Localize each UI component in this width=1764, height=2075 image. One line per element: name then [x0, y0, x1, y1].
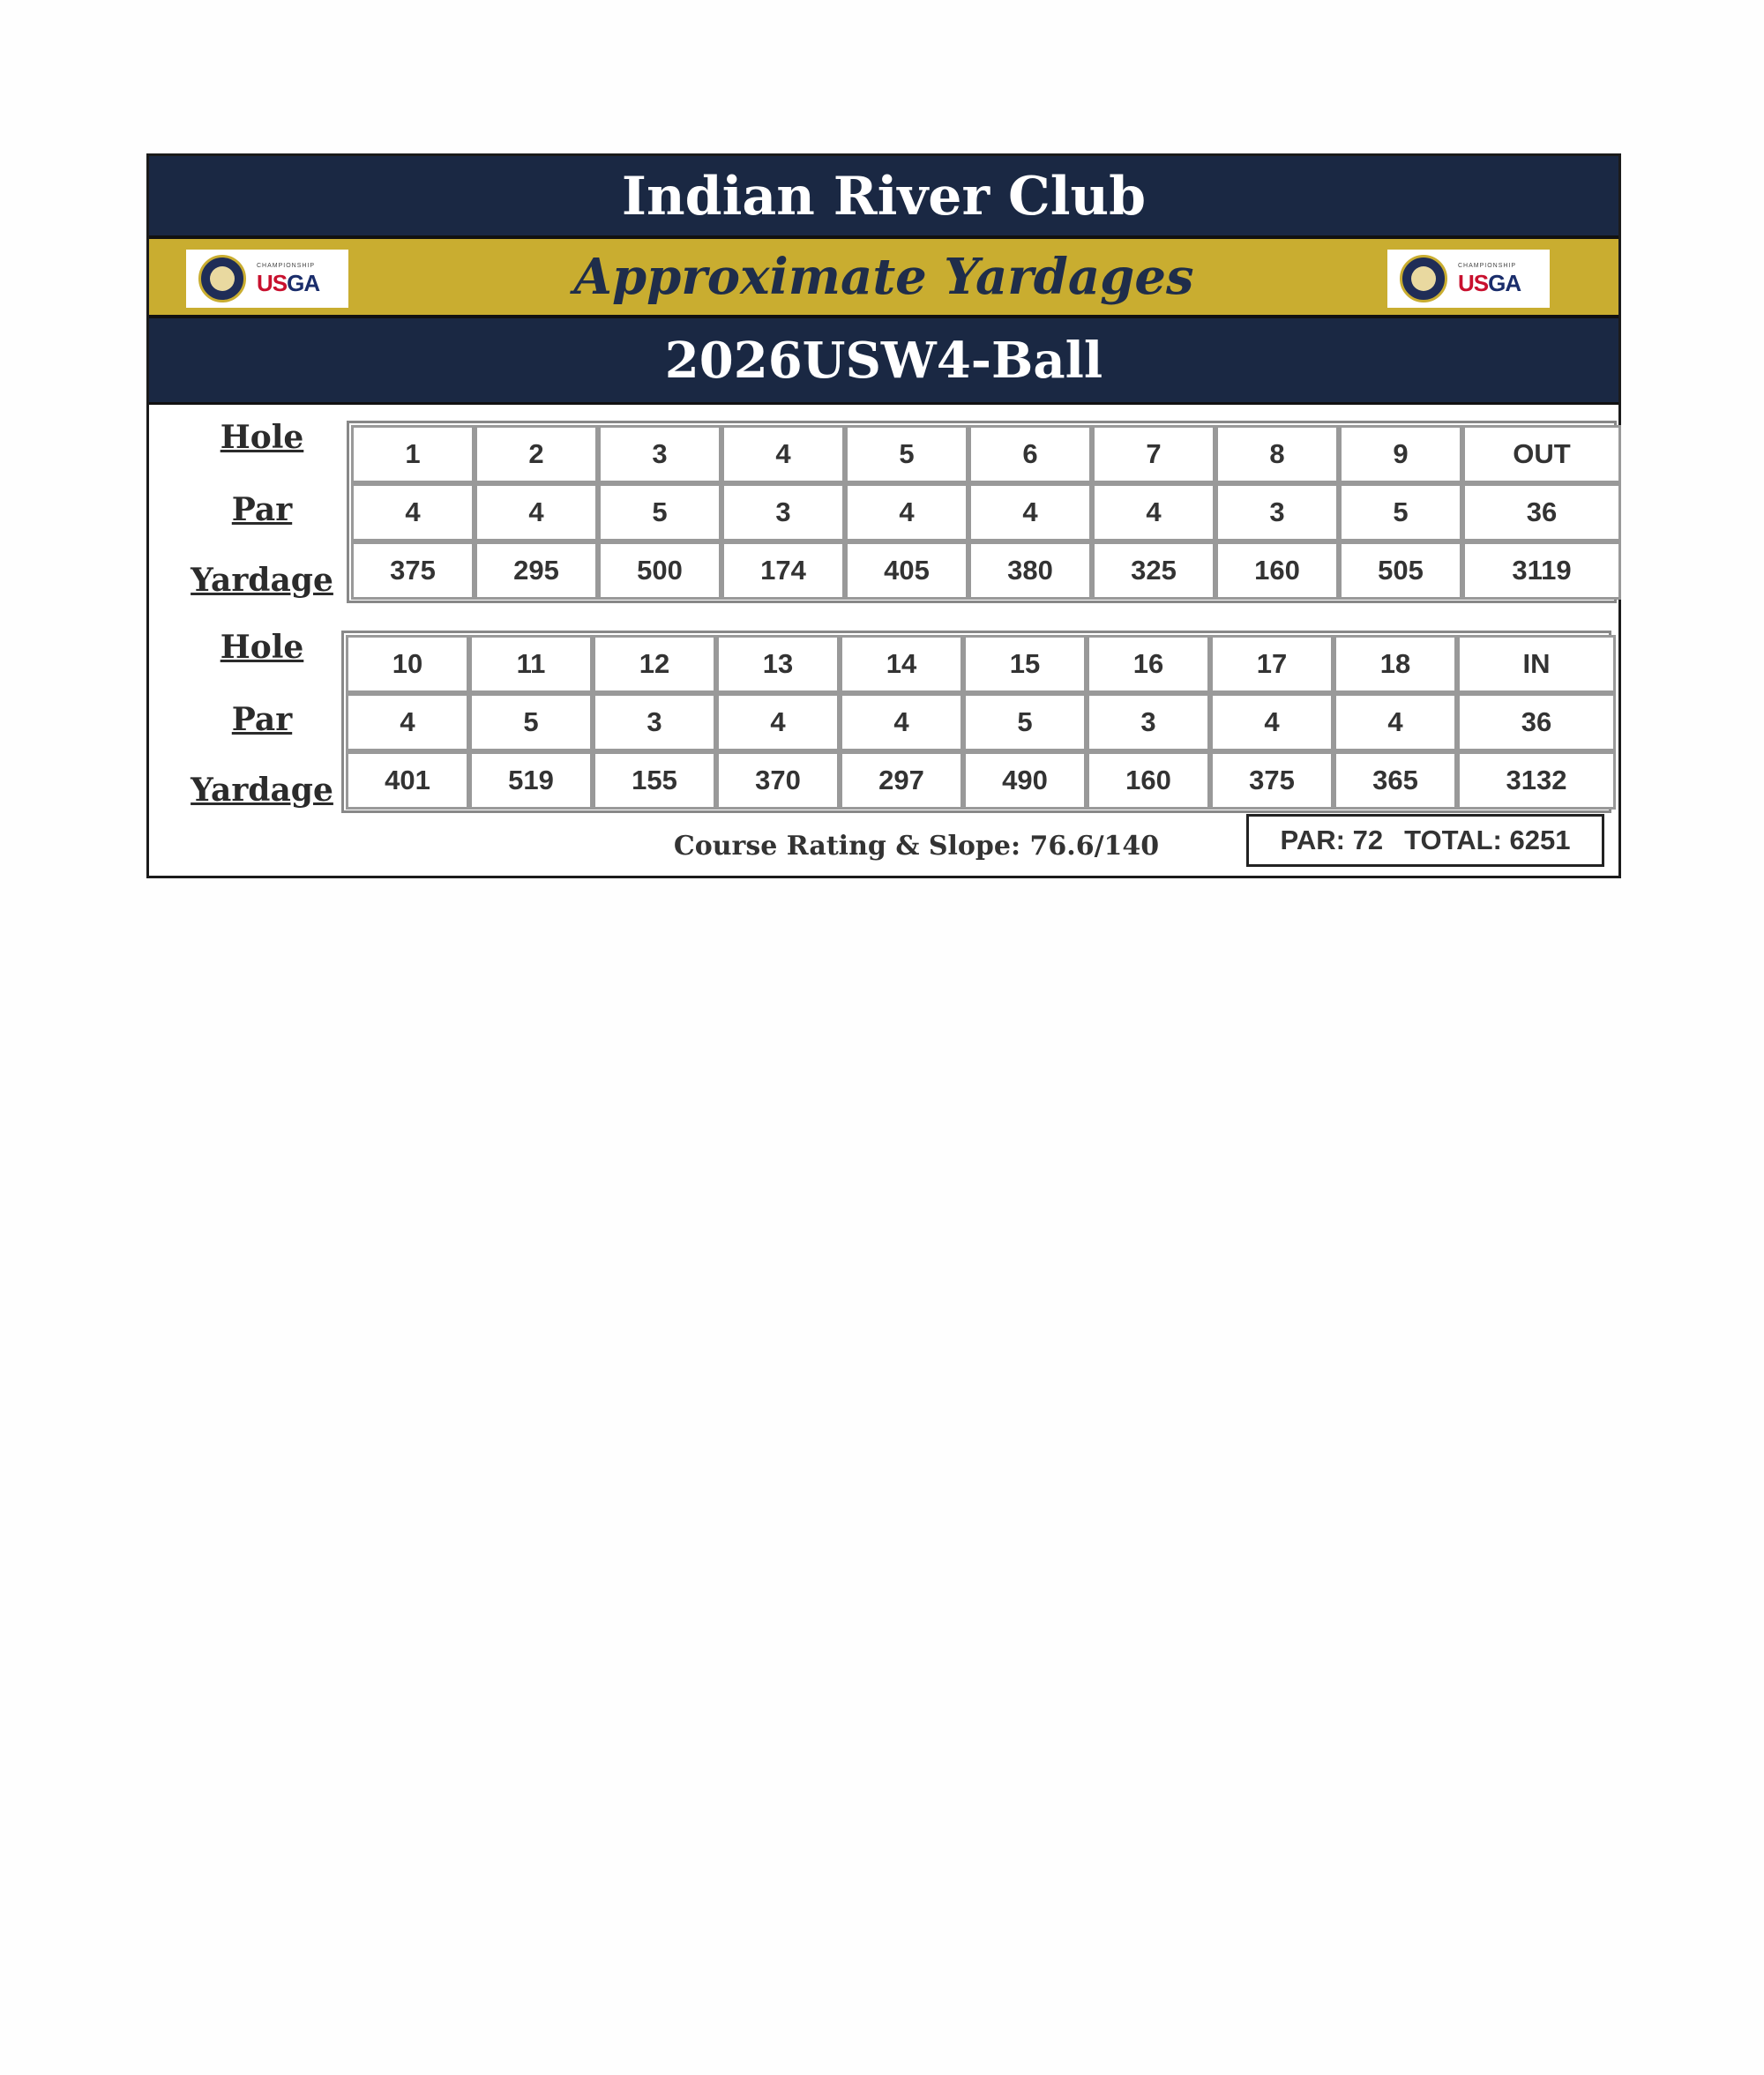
hole-cell: 13: [716, 635, 840, 693]
hole-cell: 17: [1210, 635, 1334, 693]
par-cell: 4: [475, 483, 598, 541]
par-cell: 5: [1339, 483, 1462, 541]
yardage-label: Yardage: [191, 562, 333, 599]
par-cell: 5: [598, 483, 721, 541]
yardage-cell: 160: [1215, 541, 1339, 600]
yardage-cell: 295: [475, 541, 598, 600]
hole-label: Hole: [220, 419, 304, 456]
logo-small-text: CHAMPIONSHIP: [1458, 263, 1517, 269]
par-cell: 4: [968, 483, 1092, 541]
yardage-cell: 505: [1339, 541, 1462, 600]
seal-icon: [1400, 255, 1447, 302]
par-label: Par: [231, 491, 293, 528]
yardage-cell: 380: [968, 541, 1092, 600]
usga-logo-right: CHAMPIONSHIP USGA: [1387, 250, 1550, 308]
yardage-cell: 365: [1334, 751, 1457, 810]
yardage-cell: 3119: [1462, 541, 1621, 600]
hole-cell: 6: [968, 425, 1092, 483]
totals-box: [1246, 814, 1604, 867]
hole-cell: 5: [845, 425, 968, 483]
par-total: PAR: 72: [1280, 825, 1384, 855]
yardage-cell: 155: [593, 751, 716, 810]
club-name: Indian River Club: [149, 156, 1618, 239]
hole-cell: 1: [351, 425, 475, 483]
hole-cell: 11: [469, 635, 593, 693]
par-cell: 4: [346, 693, 469, 751]
yardage-cell: 297: [840, 751, 963, 810]
hole-cell: 12: [593, 635, 716, 693]
hole-cell: 10: [346, 635, 469, 693]
par-cell: 4: [1210, 693, 1334, 751]
subtitle-band: [149, 239, 1618, 318]
yardage-cell: 405: [845, 541, 968, 600]
par-cell: 3: [1087, 693, 1210, 751]
yardage-total: TOTAL: 6251: [1404, 825, 1571, 855]
usga-logo-left: CHAMPIONSHIP USGA: [186, 250, 348, 308]
par-cell: 4: [1092, 483, 1215, 541]
par-cell: 4: [845, 483, 968, 541]
hole-cell: 16: [1087, 635, 1210, 693]
par-cell: 4: [1334, 693, 1457, 751]
par-cell: 3: [593, 693, 716, 751]
par-label: Par: [231, 701, 293, 738]
hole-cell: IN: [1457, 635, 1616, 693]
hole-cell: 7: [1092, 425, 1215, 483]
hole-cell: 18: [1334, 635, 1457, 693]
par-cell: 36: [1457, 693, 1616, 751]
back-nine-grid: [341, 631, 1611, 813]
yardage-cell: 519: [469, 751, 593, 810]
par-cell: 5: [963, 693, 1087, 751]
hole-label: Hole: [220, 629, 304, 666]
yardage-cell: 401: [346, 751, 469, 810]
hole-cell: 8: [1215, 425, 1339, 483]
yardage-cell: 375: [1210, 751, 1334, 810]
hole-cell: 2: [475, 425, 598, 483]
front-nine-grid: [347, 421, 1617, 603]
par-cell: 4: [840, 693, 963, 751]
yardage-cell: 490: [963, 751, 1087, 810]
subtitle: Approximate Yardages: [573, 248, 1194, 306]
yardage-label: Yardage: [191, 772, 333, 809]
yardage-cell: 160: [1087, 751, 1210, 810]
par-cell: 4: [351, 483, 475, 541]
hole-cell: 3: [598, 425, 721, 483]
par-cell: 3: [1215, 483, 1339, 541]
par-cell: 5: [469, 693, 593, 751]
hole-cell: 9: [1339, 425, 1462, 483]
hole-cell: 4: [721, 425, 845, 483]
hole-cell: 15: [963, 635, 1087, 693]
par-cell: 4: [716, 693, 840, 751]
yardage-cell: 500: [598, 541, 721, 600]
course-rating: Course Rating & Slope: 76.6/140: [673, 831, 1160, 862]
logo-small-text: CHAMPIONSHIP: [257, 263, 316, 269]
par-cell: 36: [1462, 483, 1621, 541]
scorecard: [146, 153, 1621, 878]
yardage-cell: 174: [721, 541, 845, 600]
hole-cell: OUT: [1462, 425, 1621, 483]
yardage-cell: 325: [1092, 541, 1215, 600]
par-cell: 3: [721, 483, 845, 541]
event-name: 2026USW4-Ball: [149, 318, 1618, 405]
yardage-cell: 3132: [1457, 751, 1616, 810]
yardage-cell: 370: [716, 751, 840, 810]
yardage-cell: 375: [351, 541, 475, 600]
hole-cell: 14: [840, 635, 963, 693]
seal-icon: [198, 255, 246, 302]
